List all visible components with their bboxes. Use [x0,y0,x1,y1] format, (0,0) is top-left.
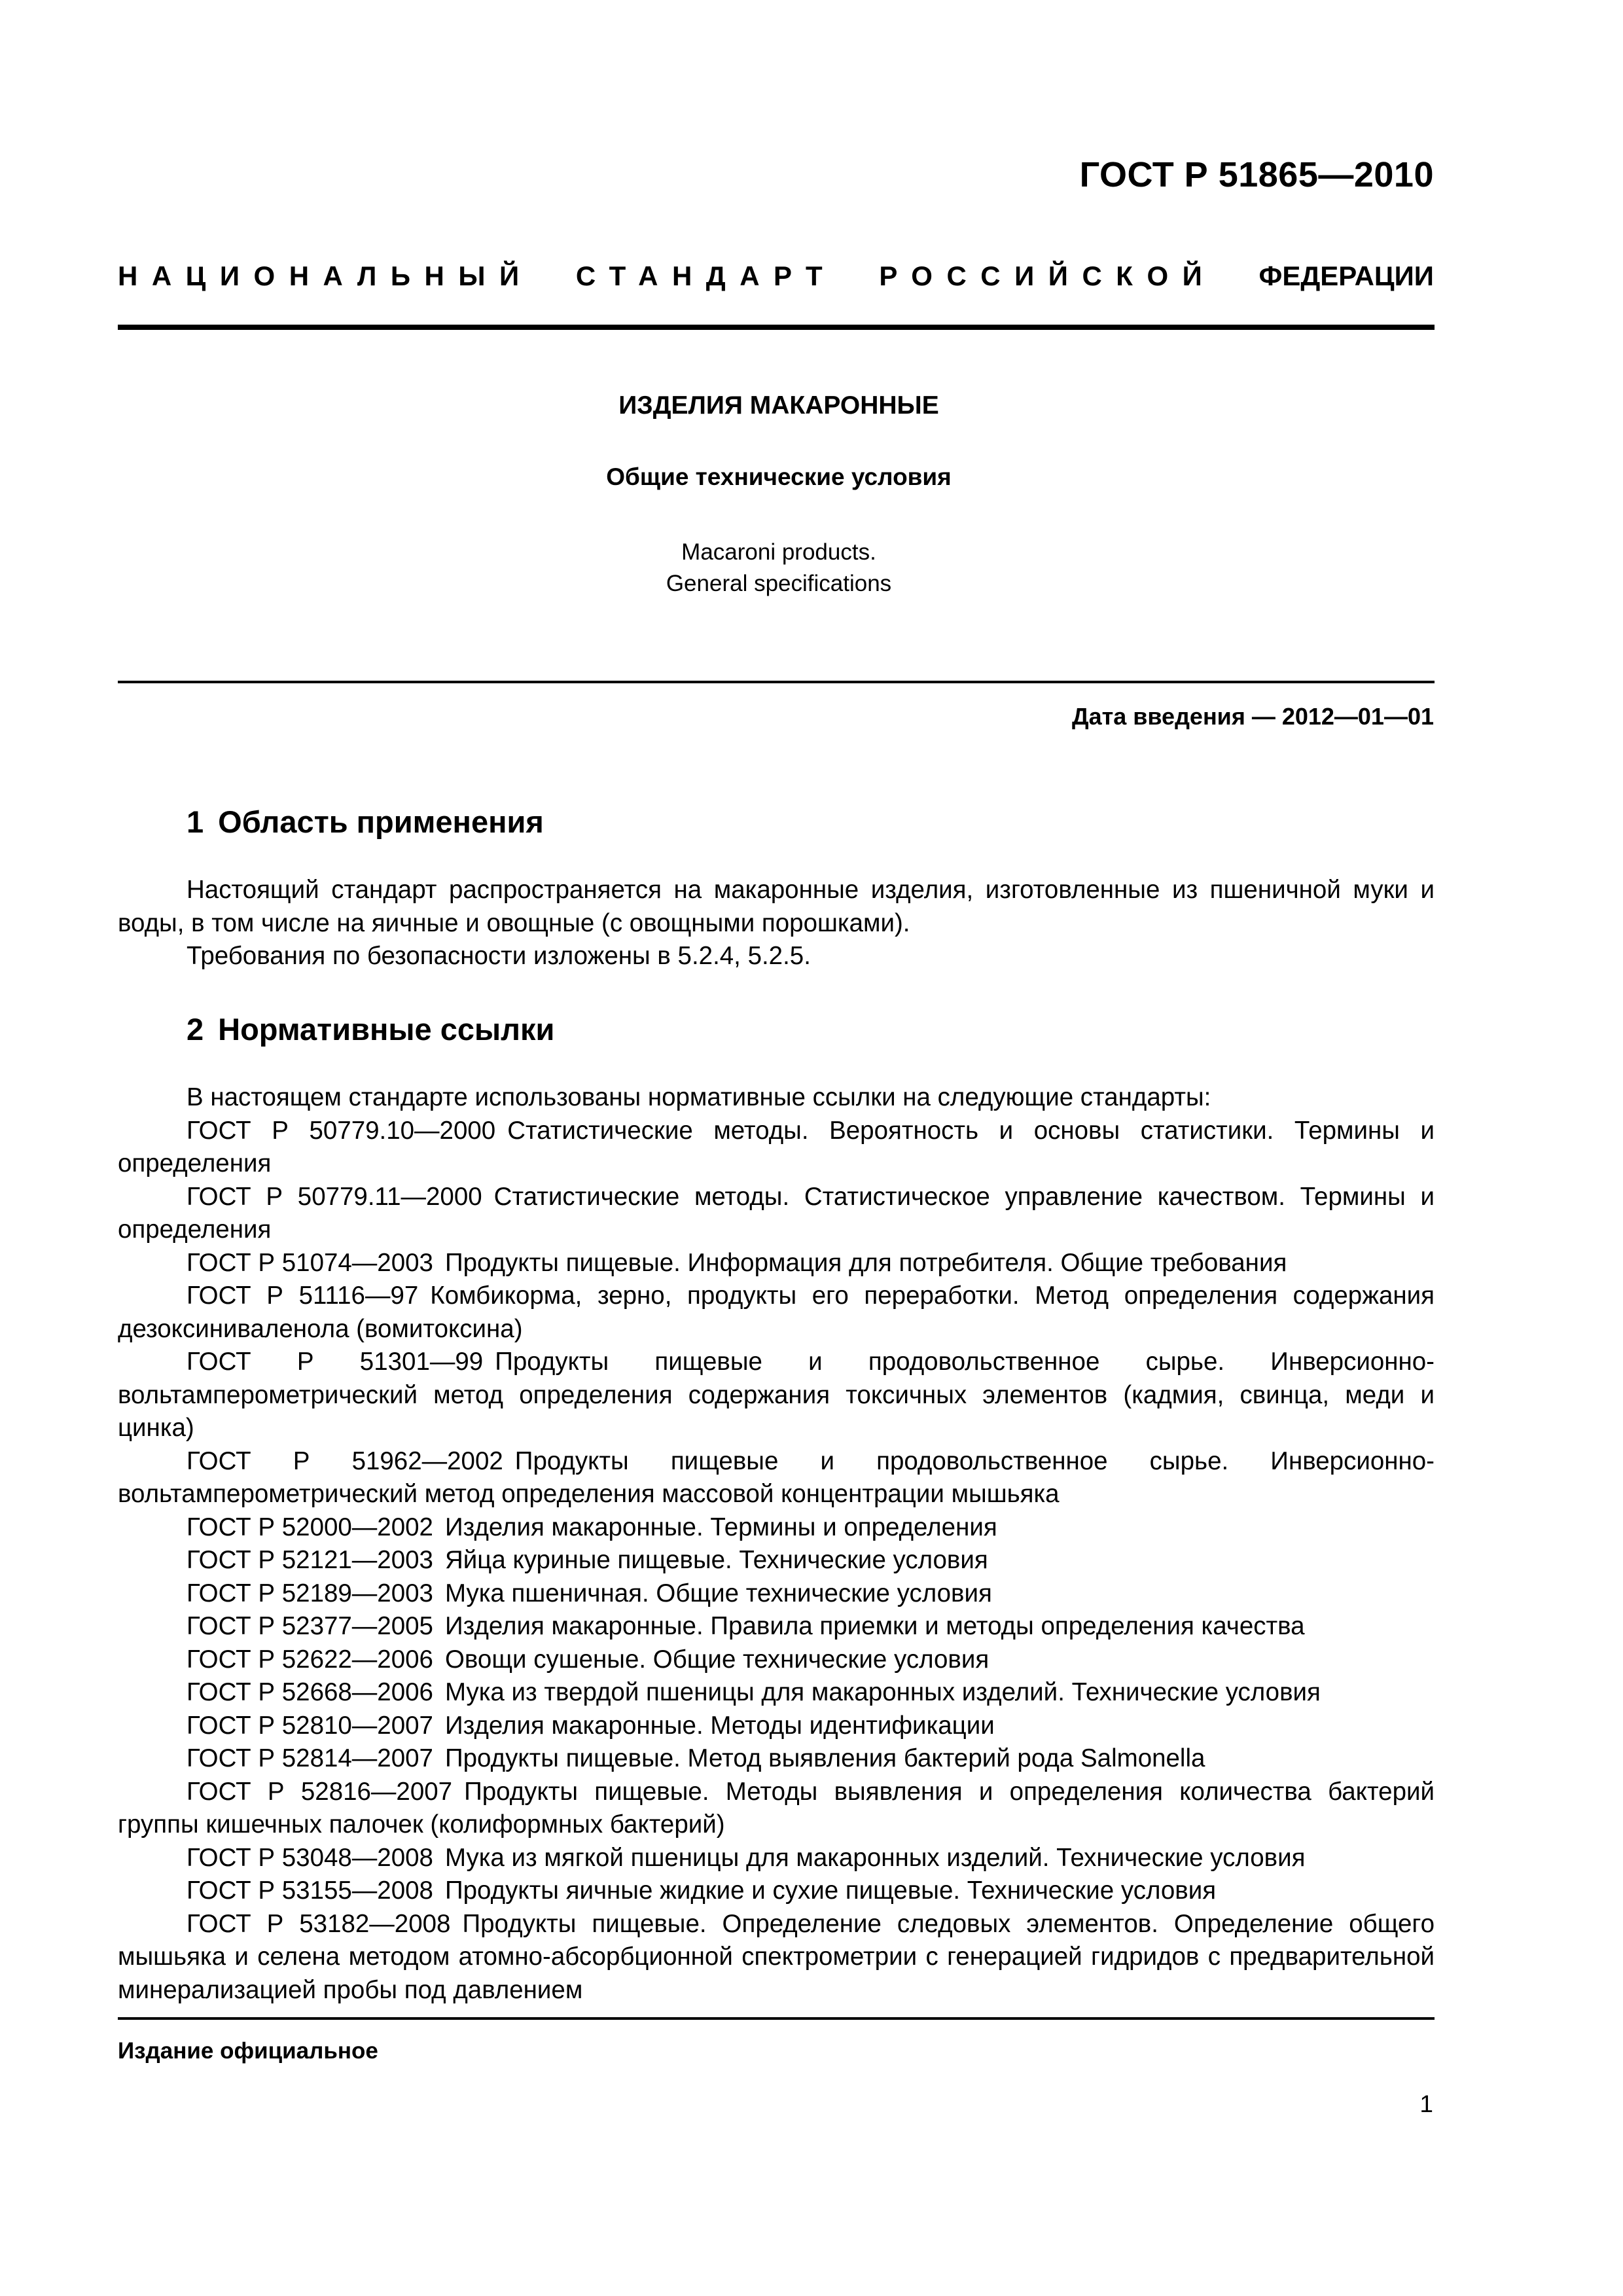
section-1-number: 1 [187,804,204,839]
official-edition-label: Издание официальное [118,2038,378,2064]
reference-title: Изделия макаронные. Правила приемки и методы определения качества [444,1612,1305,1640]
reference-code: ГОСТ Р 52814—2007 [187,1744,433,1772]
reference-code: ГОСТ Р 52622—2006 [187,1645,433,1674]
title-en-line-2: General specifications [666,571,892,596]
section-2-body [118,1081,1435,2007]
section-1-heading [187,804,544,840]
page-number: 1 [1419,2090,1433,2117]
reference-item [118,1544,1435,1577]
reference-code: ГОСТ Р 52000—2002 [187,1513,433,1541]
reference-code: ГОСТ Р 52668—2006 [187,1678,433,1706]
reference-code: ГОСТ Р 52810—2007 [187,1711,433,1740]
reference-item [118,1115,1435,1181]
reference-code: ГОСТ Р 53155—2008 [187,1876,433,1905]
reference-code: ГОСТ Р 52377—2005 [187,1612,433,1640]
standard-number: ГОСТ Р 51865—2010 [1079,155,1434,194]
reference-item [118,1181,1435,1247]
section-1-paragraph: Требования по безопасности изложены в 5.2.4, 5.2.5. [187,942,811,970]
reference-item [118,1908,1435,2007]
national-standard-header [118,260,1434,292]
reference-title: Мука из мягкой пшеницы для макаронных изделий. Технические условия [444,1843,1306,1872]
reference-code: ГОСТ Р 50779.11—2000 [187,1182,482,1211]
national-header-word-3: РОССИЙСКОЙ [879,260,1217,291]
national-header-word-2: СТАНДАРТ [575,260,837,291]
footer-divider [118,2017,1435,2020]
reference-title: Статистические методы. Статистическое управление качеством. Термины и определения [118,1182,1435,1244]
reference-item [118,1577,1435,1611]
reference-code: ГОСТ Р 52816—2007 [187,1777,453,1806]
reference-item [118,1676,1435,1710]
national-header-word-4: ФЕДЕРАЦИИ [1258,260,1434,291]
section-1-title: Область применения [218,804,544,839]
reference-title: Мука пшеничная. Общие технические условия [444,1579,992,1607]
title-en-line-1: Macaroni products. [681,539,876,565]
reference-item [118,1346,1435,1445]
reference-code: ГОСТ Р 53182—2008 [187,1909,451,1938]
reference-item [118,1643,1435,1677]
reference-code: ГОСТ Р 51074—2003 [187,1248,433,1277]
reference-item [118,1874,1435,1908]
reference-code: ГОСТ Р 52121—2003 [187,1546,433,1574]
reference-title: Мука из твердой пшеницы для макаронных изделий. Технические условия [444,1678,1321,1706]
reference-title: Овощи сушеные. Общие технические условия [444,1645,990,1674]
reference-title: Продукты пищевые и продовольственное сырье. Инверсионно-вольтамперометрический метод определения массовой концентрации мышьяка [118,1446,1435,1508]
reference-item [118,1776,1435,1842]
reference-code: ГОСТ Р 51962—2002 [187,1446,503,1475]
reference-title: Продукты яичные жидкие и сухие пищевые. Технические условия [444,1876,1217,1905]
reference-title: Продукты пищевые. Определение следовых элементов. Определение общего мышьяка и селена методом атомно-абсорбционной спектрометрии с генерацией гидридов с предварительной минерализацией пробы под давлением [118,1909,1435,2004]
normative-references-list [118,1115,1435,2007]
reference-title: Изделия макаронные. Термины и определения [444,1513,997,1541]
document-title-en [0,537,1558,600]
reference-title: Продукты пищевые. Методы выявления и определения количества бактерий группы кишечных палочек (колиформных бактерий) [118,1777,1435,1839]
reference-item [118,1511,1435,1545]
reference-title: Продукты пищевые. Информация для потребителя. Общие требования [444,1248,1287,1277]
reference-title: Изделия макаронные. Методы идентификации [444,1711,995,1740]
section-2-number: 2 [187,1012,204,1047]
reference-item [118,1842,1435,1875]
reference-code: ГОСТ Р 50779.10—2000 [187,1116,496,1145]
reference-code: ГОСТ Р 52189—2003 [187,1579,433,1607]
reference-title: Продукты пищевые и продовольственное сырье. Инверсионно-вольтамперометрический метод определения содержания токсичных элементов (кадмия, свинца, меди и цинка) [118,1348,1435,1442]
reference-code: ГОСТ Р 51116—97 [187,1282,419,1310]
reference-item [118,1247,1435,1280]
reference-item [118,1742,1435,1776]
section-1-paragraph: Настоящий стандарт распространяется на макаронные изделия, изготовленные из пшеничной муки и воды, в том числе на яичные и овощные (с овощными порошками). [118,876,1435,937]
reference-title: Статистические методы. Вероятность и основы статистики. Термины и определения [118,1116,1435,1177]
section-2-intro: В настоящем стандарте использованы нормативные ссылки на следующие стандарты: [187,1083,1211,1111]
header-divider-thick [118,325,1435,330]
section-2-heading [187,1011,554,1047]
reference-title: Яйца куриные пищевые. Технические условия [444,1546,988,1574]
reference-item [118,1280,1435,1346]
title-divider [118,681,1435,683]
introduction-date: Дата введения — 2012—01—01 [1071,703,1434,730]
document-subtitle-ru: Общие технические условия [606,463,952,490]
reference-title: Комбикорма, зерно, продукты его переработки. Метод определения содержания дезоксиниваленола (вомитоксина) [118,1282,1435,1343]
reference-code: ГОСТ Р 51301—99 [187,1348,484,1376]
reference-item [118,1710,1435,1743]
reference-code: ГОСТ Р 53048—2008 [187,1843,433,1872]
document-title-ru: ИЗДЕЛИЯ МАКАРОННЫЕ [618,391,939,420]
national-header-word-1: НАЦИОНАЛЬНЫЙ [118,260,533,291]
section-1-body [118,874,1435,973]
reference-item [118,1610,1435,1643]
section-2-title: Нормативные ссылки [218,1012,555,1047]
reference-item [118,1445,1435,1511]
reference-title: Продукты пищевые. Метод выявления бактерий рода Salmonella [444,1744,1205,1772]
